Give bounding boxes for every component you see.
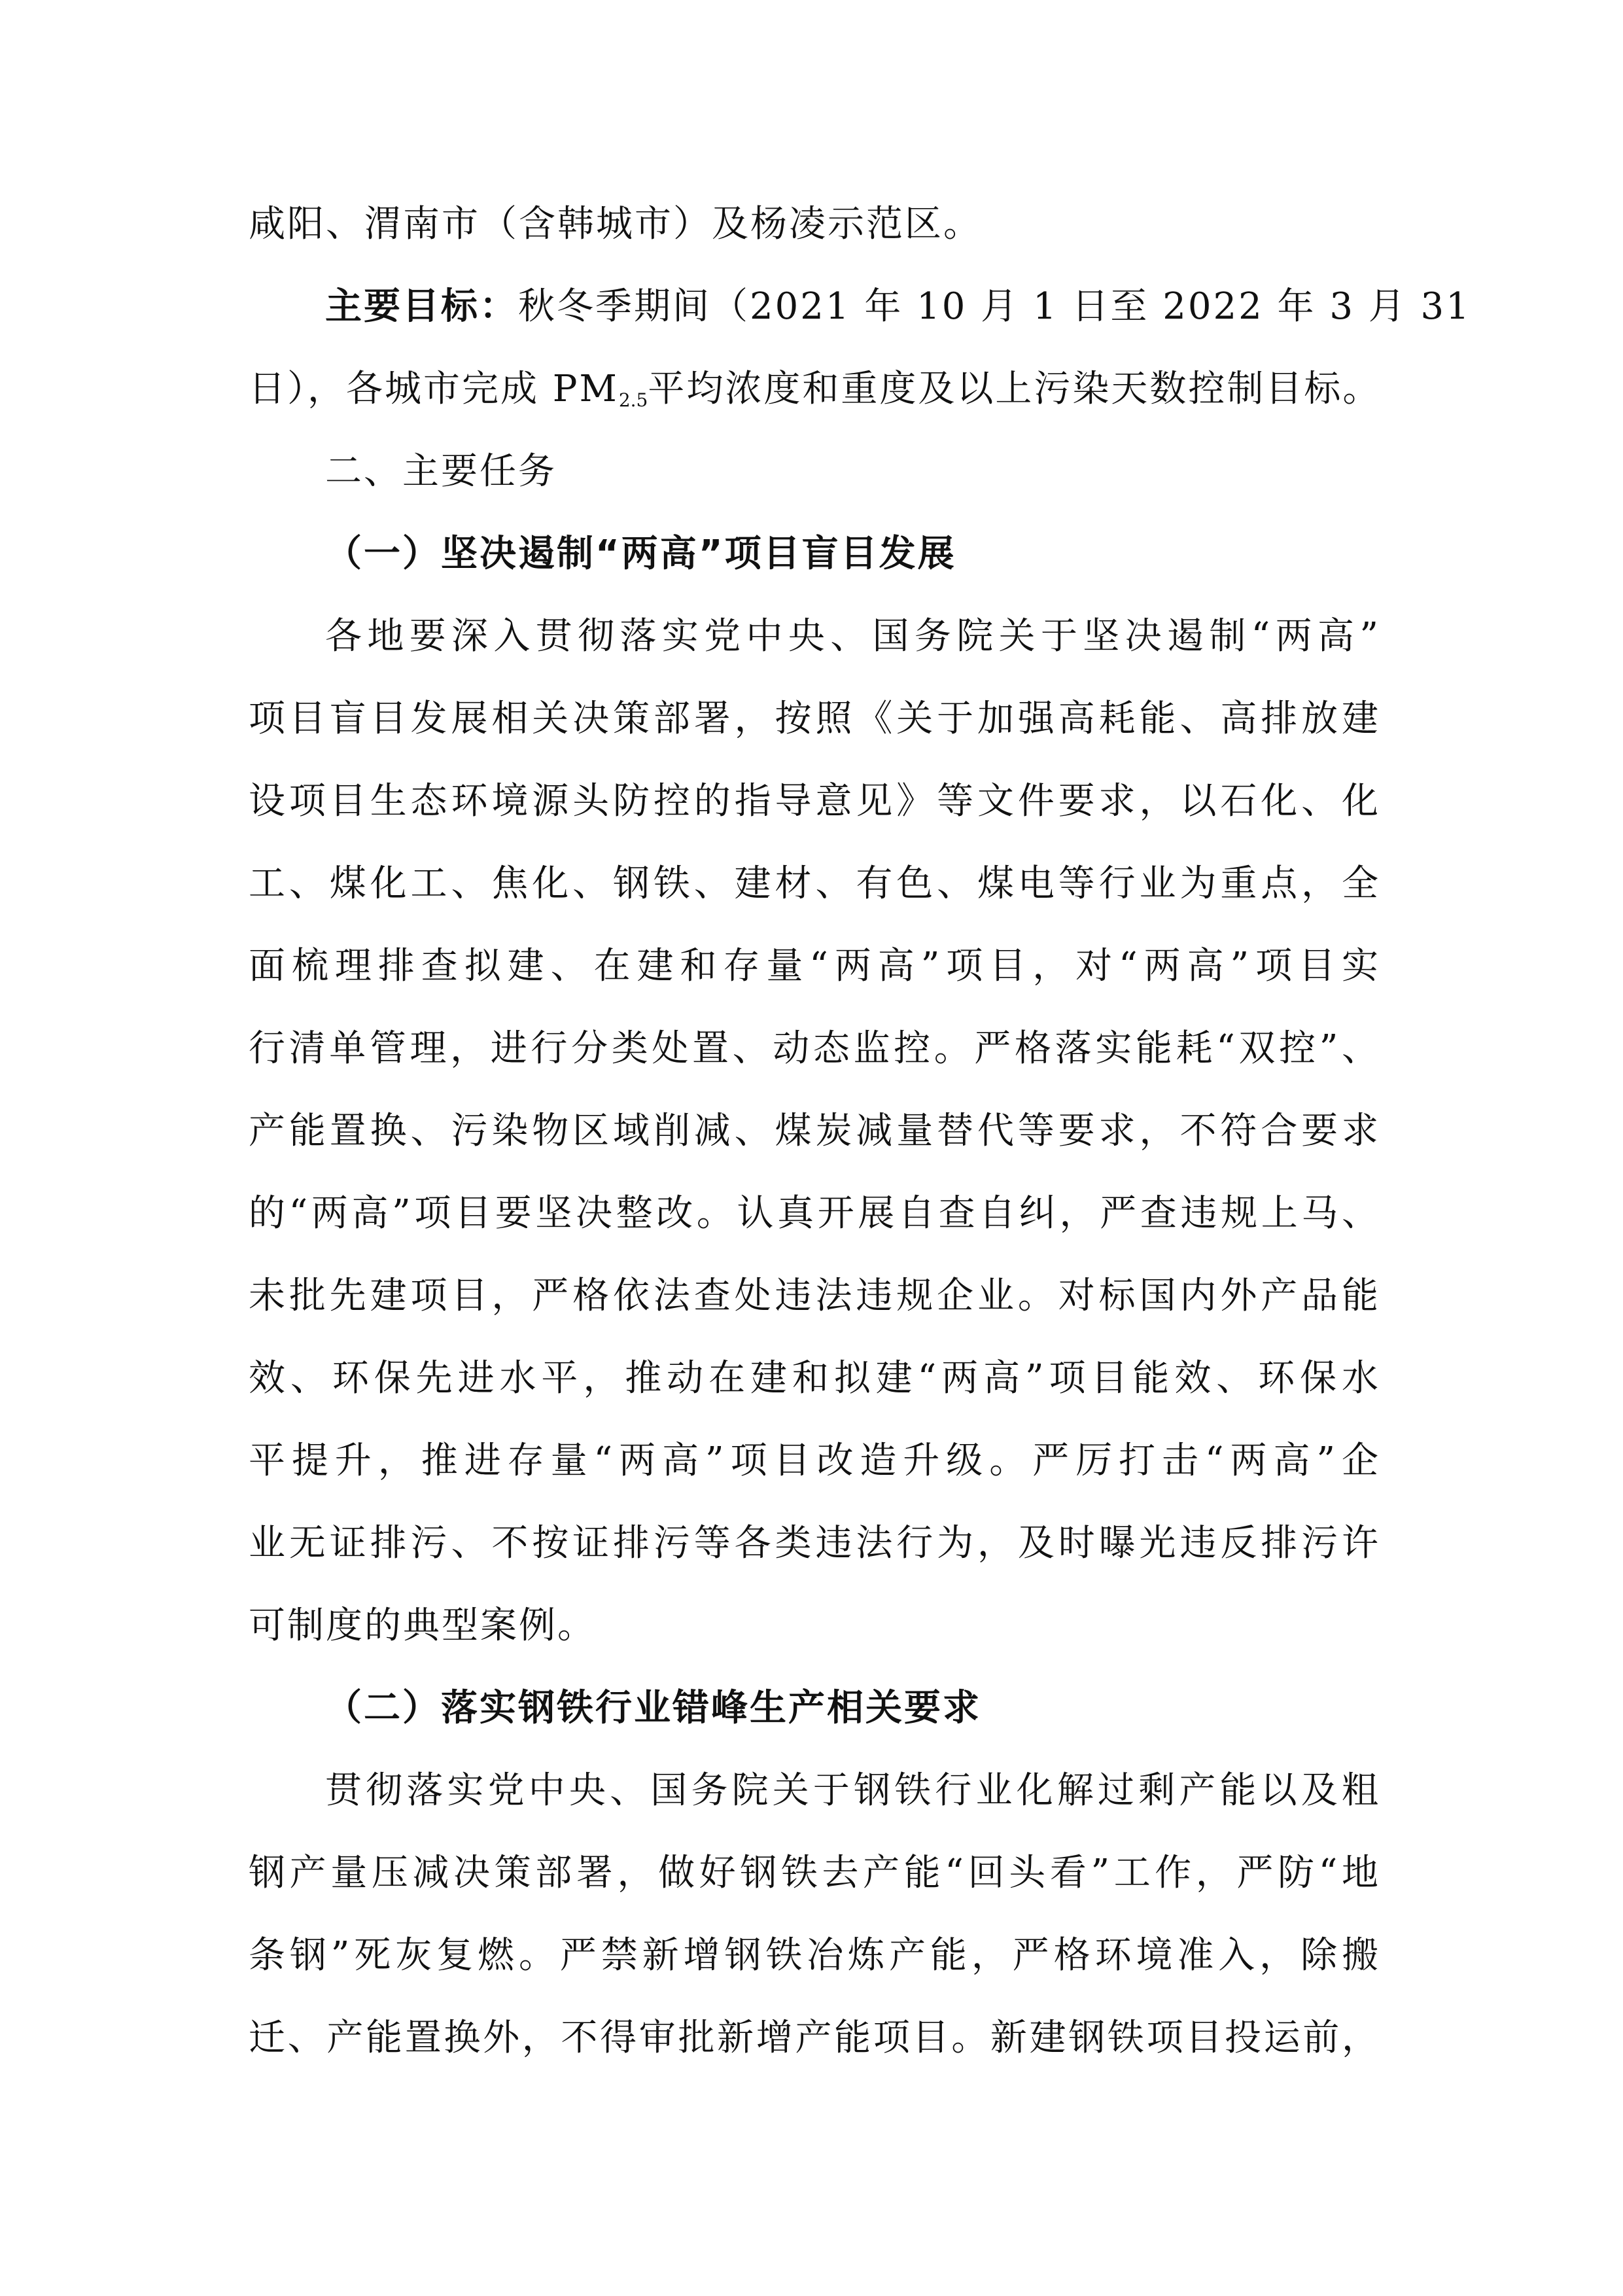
pm-subscript: 2.5 (618, 389, 648, 411)
subsection-2-line: 钢产量压减决策部署，做好钢铁去产能“回头看”工作，严防“地 (249, 1852, 1380, 1894)
main-goal-text-1: 秋冬季期间（2021 年 10 月 1 日至 2022 年 3 月 31 (518, 285, 1471, 328)
subsection-2-line: 条钢”死灰复燃。严禁新增钢铁冶炼产能，严格环境准入，除搬 (249, 1934, 1380, 1977)
subsection-1-line: 平提升，推进存量“两高”项目改造升级。严厉打击“两高”企 (249, 1439, 1380, 1482)
main-goal-line-2 (249, 348, 1380, 431)
section-2-heading: 二、主要任务 (325, 450, 557, 493)
subsection-1-line: 工、煤化工、焦化、钢铁、建材、有色、煤电等行业为重点，全 (249, 862, 1380, 905)
subsection-1-line: 产能置换、污染物区域削减、煤炭减量替代等要求，不符合要求 (249, 1110, 1380, 1152)
subsection-1-line: 设项目生态环境源头防控的指导意见》等文件要求，以石化、化 (249, 780, 1380, 822)
subsection-1-line: 项目盲目发展相关决策部署，按照《关于加强高耗能、高排放建 (249, 698, 1380, 740)
main-goal-label: 主要目标： (325, 285, 518, 328)
intro-line: 咸阳、渭南市（含韩城市）及杨凌示范区。 (249, 203, 982, 245)
subsection-1-heading: （一）坚决遏制“两高”项目盲目发展 (325, 533, 956, 575)
subsection-2-heading: （二）落实钢铁行业错峰生产相关要求 (325, 1687, 981, 1729)
subsection-2-line: 贯彻落实党中央、国务院关于钢铁行业化解过剩产能以及粗 (325, 1769, 1380, 1812)
subsection-1-line: 未批先建项目，严格依法查处违法违规企业。对标国内外产品能 (249, 1275, 1380, 1317)
subsection-1-line: 行清单管理，进行分类处置、动态监控。严格落实能耗“双控”、 (249, 1027, 1380, 1070)
subsection-2-line: 迁、产能置换外，不得审批新增产能项目。新建钢铁项目投运前， (249, 2017, 1380, 2059)
document-body (249, 183, 1471, 2079)
subsection-1-line: 面梳理排查拟建、在建和存量“两高”项目，对“两高”项目实 (249, 945, 1380, 987)
subsection-1-line: 可制度的典型案例。 (249, 1604, 596, 1647)
main-goal-line-1 (249, 266, 1471, 348)
subsection-1-line: 效、环保先进水平，推动在建和拟建“两高”项目能效、环保水 (249, 1357, 1380, 1400)
subsection-1-line: 业无证排污、不按证排污等各类违法行为，及时曝光违反排污许 (249, 1522, 1380, 1564)
subsection-1-line: 的“两高”项目要坚决整改。认真开展自查自纠，严查违规上马、 (249, 1192, 1380, 1235)
subsection-1-line: 各地要深入贯彻落实党中央、国务院关于坚决遏制“两高” (325, 615, 1380, 658)
main-goal-text-2a: 日），各城市完成 PM (249, 368, 619, 410)
main-goal-text-2b: 平均浓度和重度及以上污染天数控制目标。 (648, 368, 1382, 410)
